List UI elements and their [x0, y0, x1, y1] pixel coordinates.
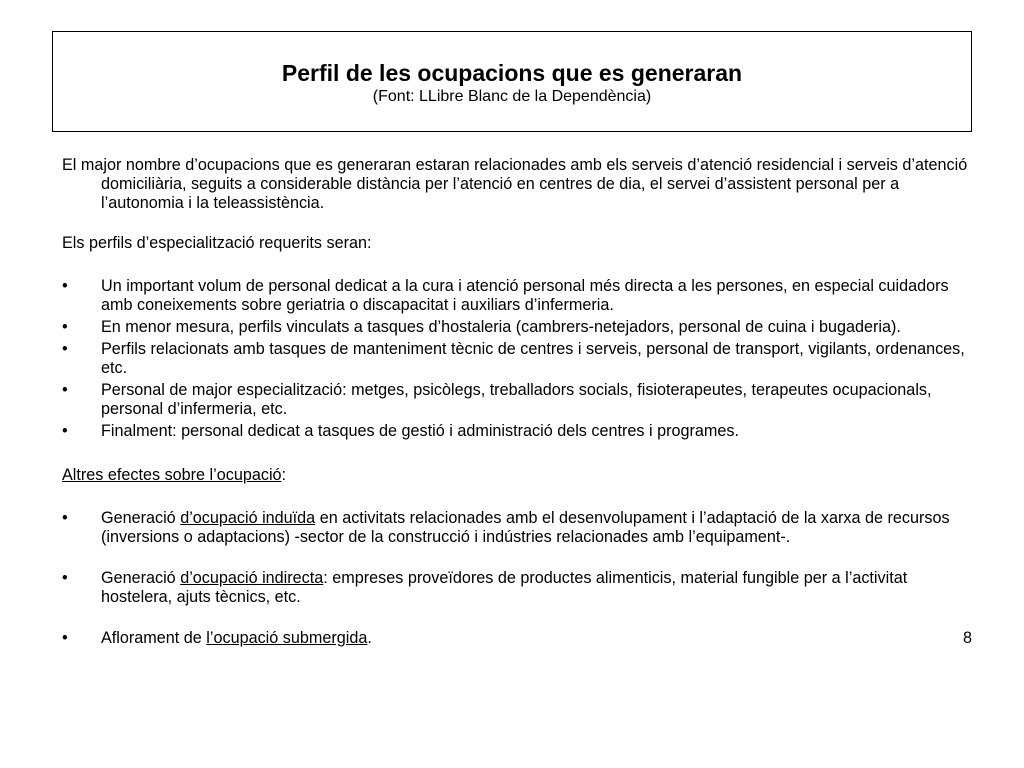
profile-text: Perfils relacionats amb tasques de manteniment tècnic de centres i serveis, personal de transport, vigilants, ordenances, etc.	[101, 340, 965, 377]
effect-underlined: l’ocupació submergida	[206, 629, 368, 647]
effects-list	[62, 509, 972, 648]
bullet-icon: •	[62, 318, 68, 336]
list-item	[62, 629, 972, 648]
effect-rest: en activitats relacionades amb el desenvolupament i l’adaptació de la xarxa de recursos (inversions o adaptacions) -sector de la construcció i indústries relacionades amb l’equipament-.	[101, 509, 950, 546]
effect-prefix: Generació	[101, 569, 181, 587]
effects-heading-text: Altres efectes sobre l’ocupació	[62, 466, 282, 484]
effect-prefix: Generació	[101, 509, 181, 527]
profiles-list	[62, 277, 972, 441]
intro-paragraph: El major nombre d’ocupacions que es generaran estaran relacionades amb els serveis d’atenció residencial i serveis d’atenció domiciliària, seguits a considerable distància per l’atenció en centres de dia, el servei d’assistent personal per a l’autonomia i la teleassistència.	[62, 156, 968, 212]
profile-text: En menor mesura, perfils vinculats a tasques d’hostaleria (cambrers-netejadors, personal de cuina i bugaderia).	[101, 318, 901, 336]
effects-heading-colon: :	[281, 466, 287, 484]
effect-rest: : empreses proveïdores de productes alimenticis, material fungible per a l’activitat hostelera, ajuts tècnics, etc.	[101, 569, 908, 606]
bullet-icon: •	[62, 629, 68, 647]
bullet-icon: •	[62, 509, 68, 527]
list-item	[62, 340, 972, 378]
slide-title: Perfil de les ocupacions que es generaran	[281, 60, 743, 86]
effect-rest: .	[367, 629, 372, 647]
list-item	[62, 318, 972, 337]
title-box	[52, 31, 972, 132]
profiles-heading: Els perfils d’especialització requerits seran:	[62, 234, 372, 252]
list-item	[62, 381, 972, 419]
list-item	[62, 569, 972, 607]
list-item	[62, 422, 972, 441]
slide-subtitle: (Font: LLibre Blanc de la Dependència)	[372, 88, 652, 105]
bullet-icon: •	[62, 569, 68, 587]
bullet-icon: •	[62, 340, 68, 358]
profile-text: Un important volum de personal dedicat a la cura i atenció personal més directa a les persones, en especial cuidadors amb coneixements sobre geriatria o discapacitat i auxiliars d’infermeria.	[101, 277, 949, 314]
page-number: 8	[962, 629, 972, 647]
slide-content	[62, 156, 972, 648]
bullet-icon: •	[62, 277, 68, 295]
profile-text: Finalment: personal dedicat a tasques de gestió i administració dels centres i programes.	[101, 422, 739, 440]
bullet-icon: •	[62, 422, 68, 440]
effect-underlined: d’ocupació indirecta	[180, 569, 324, 587]
effect-underlined: d’ocupació induïda	[180, 509, 316, 527]
effect-prefix: Aflorament de	[101, 629, 207, 647]
profile-text: Personal de major especialització: metges, psicòlegs, treballadors socials, fisioterapeutes, terapeutes ocupacionals, personal d’infermeria, etc.	[101, 381, 932, 418]
list-item	[62, 509, 972, 547]
list-item	[62, 277, 972, 315]
effects-heading	[62, 466, 972, 485]
bullet-icon: •	[62, 381, 68, 399]
